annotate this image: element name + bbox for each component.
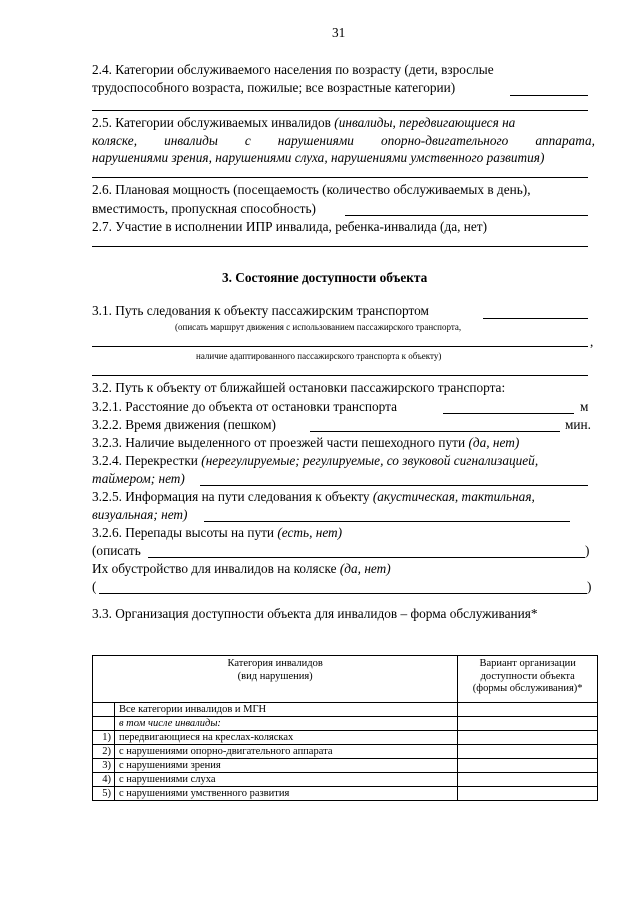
item-2-6-line2: вместимость, пропускная способность)	[92, 201, 316, 216]
table-cell-empty	[458, 759, 598, 773]
table-row-label: с нарушениями опорно-двигательного аппарата	[115, 745, 458, 759]
item-3-3: 3.3. Организация доступности объекта для инвалидов – форма обслуживания*	[92, 606, 538, 621]
item-2-7-line1: 2.7. Участие в исполнении ИПР инвалида, ребенка-инвалида (да, нет)	[92, 219, 488, 234]
table-cell-empty	[458, 717, 598, 731]
table-row-all: Все категории инвалидов и МГН	[115, 703, 458, 717]
item-3-2-1: 3.2.1. Расстояние до объекта от остановки транспорта	[92, 399, 397, 414]
table-row-label: с нарушениями зрения	[115, 759, 458, 773]
table-row-label: с нарушениями умственного развития	[115, 787, 458, 801]
item-3-2-1-unit: м	[580, 399, 589, 414]
table-row-including: в том числе инвалиды:	[115, 717, 458, 731]
item-3-2-6-wheelchair: Их обустройство для инвалидов на коляске (да, нет)	[92, 561, 391, 576]
item-3-2-4-line2: таймером; нет)	[92, 471, 185, 486]
item-3-2-3: 3.2.3. Наличие выделенного от проезжей части пешеходного пути (да, нет)	[92, 435, 520, 450]
item-3-2-5-line1: 3.2.5. Информация на пути следования к объекту (акустическая, тактильная,	[92, 489, 535, 504]
table-row-num: 2)	[93, 745, 115, 759]
fill-line	[443, 413, 574, 414]
item-3-1-note2: наличие адаптированного пассажирского транспорта к объекту)	[196, 351, 442, 361]
table-cell-empty	[458, 703, 598, 717]
item-3-1-line1: 3.1. Путь следования к объекту пассажирским транспортом	[92, 303, 429, 318]
fill-line	[310, 431, 560, 432]
fill-line	[92, 110, 588, 111]
item-3-2-6-paren-close: )	[587, 579, 592, 594]
item-3-1-note1: (описать маршрут движения с использованием пассажирского транспорта,	[175, 322, 462, 332]
item-2-6-line1: 2.6. Плановая мощность (посещаемость (количество обслуживаемых в день),	[92, 182, 531, 197]
item-3-2-6-close: )	[585, 543, 590, 558]
item-3-2-2: 3.2.2. Время движения (пешком)	[92, 417, 276, 432]
item-3-2: 3.2. Путь к объекту от ближайшей остановки пассажирского транспорта:	[92, 380, 506, 395]
fill-line	[483, 318, 588, 319]
fill-line	[200, 485, 588, 486]
item-3-2-4-line1: 3.2.4. Перекрестки (нерегулируемые; регулируемые, со звуковой сигнализацией,	[92, 453, 539, 468]
table-row-label: с нарушениями слуха	[115, 773, 458, 787]
section-3-heading: 3. Состояние доступности объекта	[222, 270, 428, 285]
table-row-label: передвигающиеся на креслах-колясках	[115, 731, 458, 745]
fill-line	[92, 375, 588, 376]
item-3-2-6-paren-open: (	[92, 579, 97, 594]
table-row-num: 1)	[93, 731, 115, 745]
table-cell-empty	[458, 731, 598, 745]
page-number: 31	[332, 25, 346, 40]
fill-line	[510, 95, 588, 96]
item-3-2-6-describe: (описать	[92, 543, 141, 558]
item-2-5-line3: нарушениями зрения, нарушениями слуха, нарушениями умственного развития)	[92, 150, 545, 165]
table-header-category: Категория инвалидов (вид нарушения)	[93, 656, 458, 703]
table-cell-empty	[458, 773, 598, 787]
fill-line	[99, 593, 587, 594]
fill-line	[345, 215, 588, 216]
item-2-5-line1: 2.5. Категории обслуживаемых инвалидов (инвалиды, передвигающиеся на	[92, 115, 516, 130]
table-row-num: 3)	[93, 759, 115, 773]
item-3-2-5-line2: визуальная; нет)	[92, 507, 188, 522]
item-2-4-line2: трудоспособного возраста, пожилые; все возрастные категории)	[92, 80, 456, 95]
fill-line	[204, 521, 570, 522]
table-row-num: 4)	[93, 773, 115, 787]
table-cell-empty	[458, 745, 598, 759]
accessibility-table	[92, 655, 598, 801]
item-3-1-comma: ,	[590, 334, 594, 349]
table-header-variant: Вариант организации доступности объекта (формы обслуживания)*	[458, 656, 598, 703]
fill-line	[148, 557, 585, 558]
item-2-5-line2: коляске, инвалиды с нарушениями опорно-двигательного аппарата,	[92, 133, 595, 148]
fill-line	[92, 246, 588, 247]
item-3-2-2-unit: мин.	[565, 417, 591, 432]
table-cell-empty	[458, 787, 598, 801]
item-2-4-line1: 2.4. Категории обслуживаемого населения по возрасту (дети, взрослые	[92, 62, 494, 77]
fill-line	[92, 177, 588, 178]
table-row-num: 5)	[93, 787, 115, 801]
fill-line	[92, 346, 588, 347]
item-3-2-6: 3.2.6. Перепады высоты на пути (есть, нет)	[92, 525, 343, 540]
